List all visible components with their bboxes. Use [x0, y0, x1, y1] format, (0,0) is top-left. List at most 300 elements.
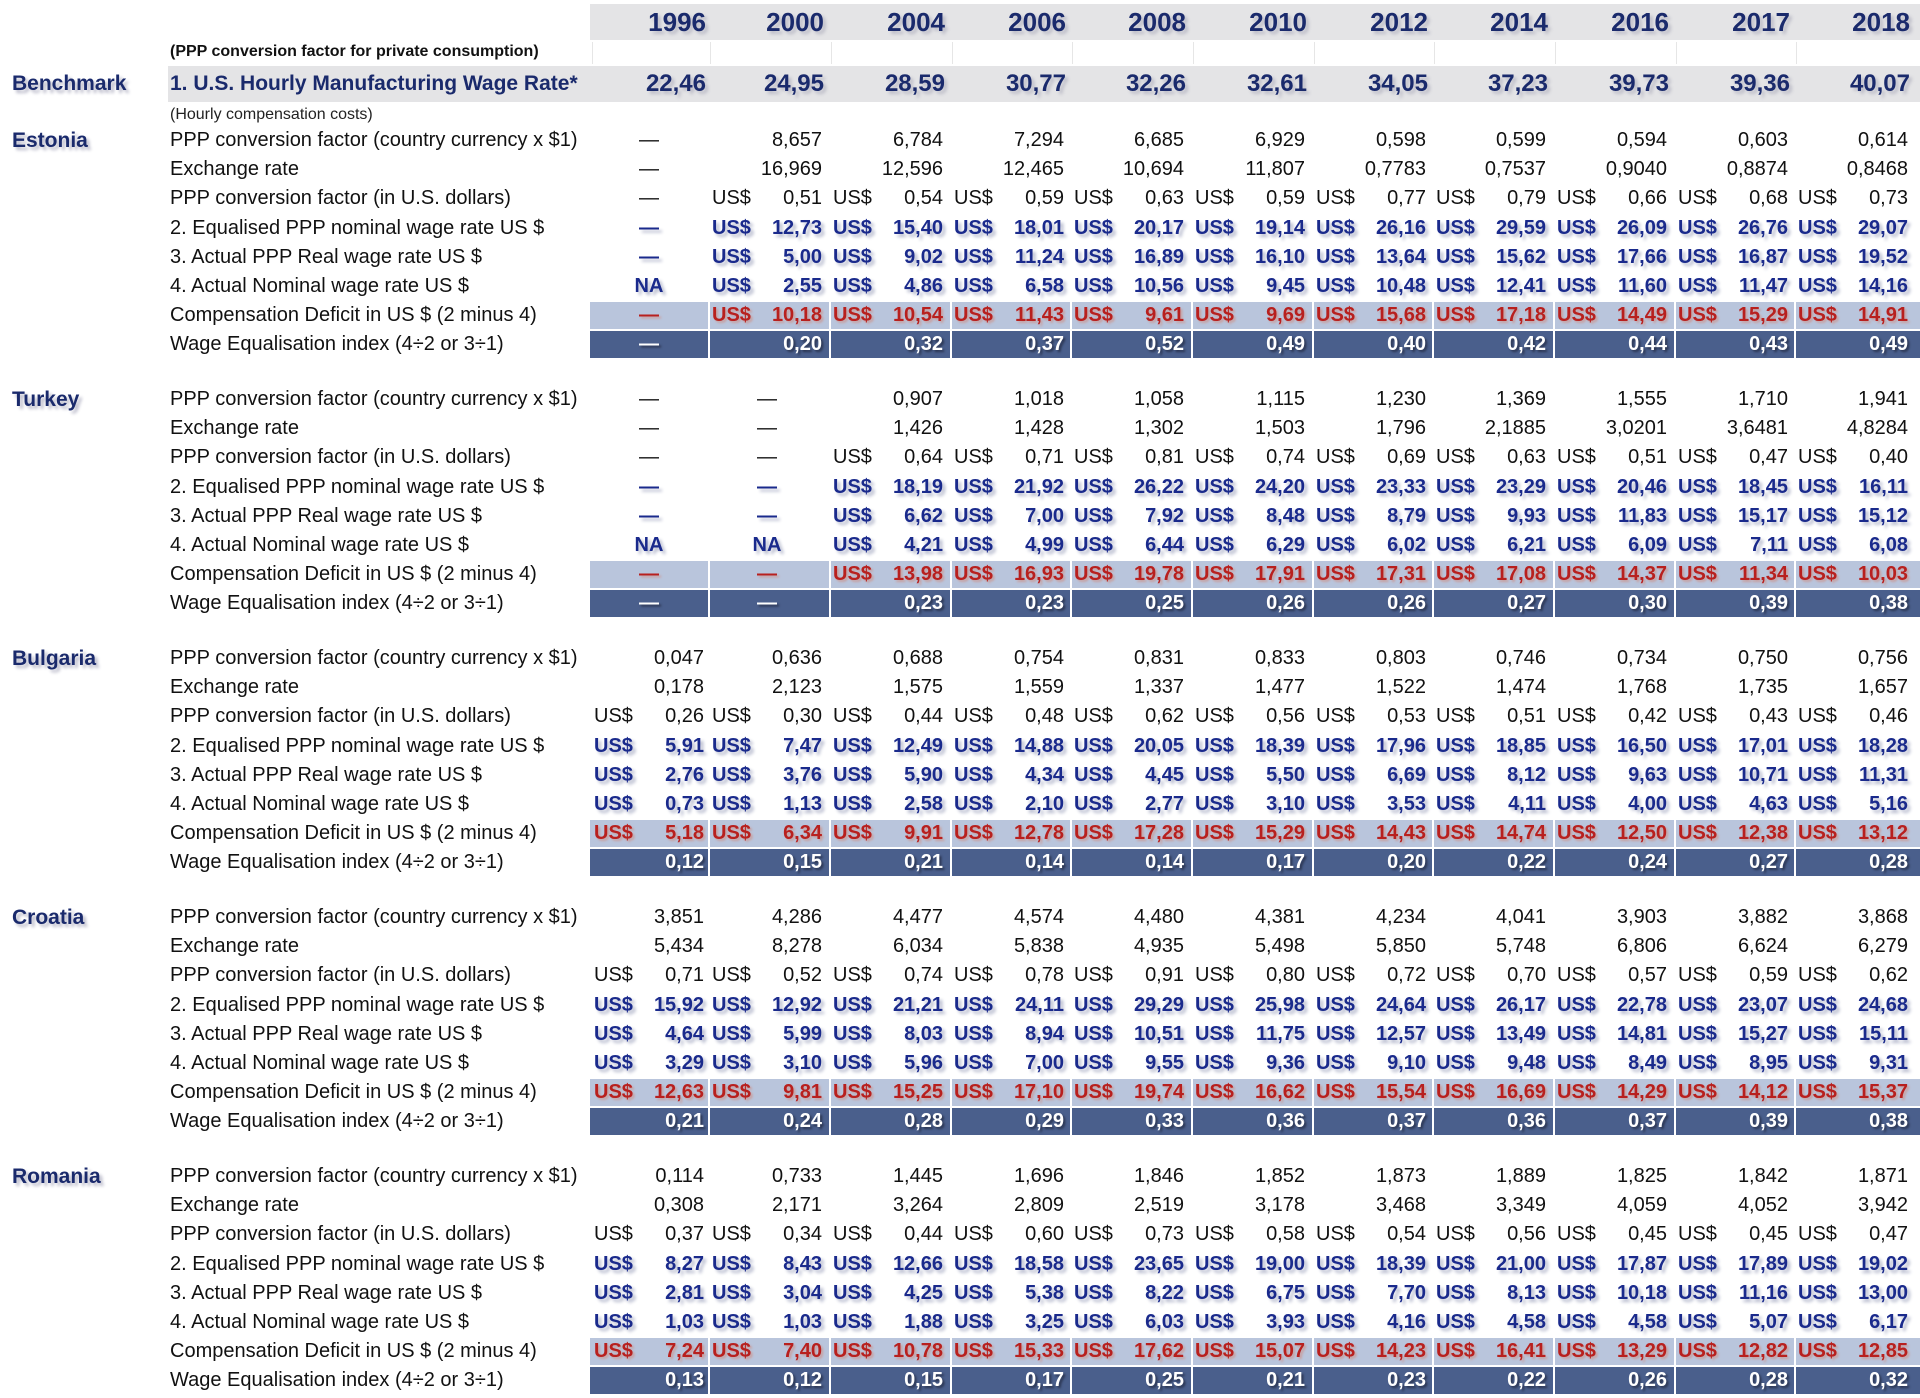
band-separator: [1794, 820, 1796, 847]
band-separator: [1070, 1108, 1072, 1135]
currency-label: US$: [594, 734, 633, 757]
data-cell: 15,37: [1857, 1081, 1908, 1104]
data-cell: 17,87: [1616, 1252, 1667, 1275]
data-cell: 23,65: [1133, 1252, 1184, 1275]
currency-label: US$: [1678, 216, 1717, 239]
data-cell: 0,74: [904, 964, 943, 987]
data-cell: 1,555: [1616, 388, 1667, 410]
data-cell: 9,36: [1266, 1052, 1305, 1074]
data-cell: 26,76: [1737, 216, 1788, 239]
data-cell: 5,748: [1495, 935, 1546, 958]
data-cell: 6,62: [904, 504, 943, 527]
data-cell: 0,78: [1025, 964, 1064, 987]
currency-label: US$: [1798, 1252, 1837, 1275]
band-separator: [1674, 1338, 1676, 1365]
data-cell: 11,24: [1015, 245, 1064, 268]
band-separator: [1312, 1108, 1314, 1135]
currency-label: US$: [1678, 1340, 1717, 1363]
currency-label: US$: [833, 1281, 872, 1304]
data-cell: 10,18: [1616, 1281, 1667, 1304]
currency-label: US$: [1316, 793, 1355, 815]
data-cell: 0,37: [665, 1223, 704, 1246]
currency-label: US$: [1074, 304, 1113, 327]
row-label: PPP conversion factor (in U.S. dollars): [170, 1223, 511, 1246]
band-separator: [1312, 1079, 1314, 1106]
currency-label: US$: [1436, 793, 1475, 815]
data-cell: 1,522: [1375, 676, 1426, 699]
currency-label: US$: [954, 216, 993, 239]
benchmark-value: 40,07: [1849, 70, 1910, 97]
data-cell: 8,278: [771, 935, 822, 958]
country-name: Romania: [12, 1165, 101, 1188]
band-separator: [1312, 1338, 1314, 1365]
currency-label: US$: [594, 1252, 633, 1275]
band-separator: [708, 1367, 710, 1394]
currency-label: US$: [1316, 1223, 1355, 1246]
currency-label: US$: [594, 1223, 633, 1246]
header-spacer-cell: [1072, 42, 1188, 64]
band-separator: [1553, 820, 1555, 847]
currency-label: US$: [1436, 822, 1475, 845]
currency-label: US$: [1557, 822, 1596, 845]
band-separator: [1312, 849, 1314, 876]
currency-label: US$: [1557, 187, 1596, 210]
data-cell: 6,75: [1266, 1281, 1305, 1304]
data-cell: 10,56: [1133, 275, 1184, 297]
data-cell: 12,82: [1737, 1340, 1788, 1363]
currency-label: US$: [1316, 1311, 1355, 1333]
band-separator: [1794, 1108, 1796, 1135]
band-separator: [1432, 1108, 1434, 1135]
currency-label: US$: [1557, 504, 1596, 527]
data-cell: 0,62: [1145, 705, 1184, 728]
data-cell: 0,20: [783, 333, 822, 356]
band-separator: [1794, 1338, 1796, 1365]
currency-label: US$: [1678, 475, 1717, 498]
currency-label: US$: [1798, 1311, 1837, 1333]
data-cell: 6,08: [1869, 534, 1908, 556]
year-header: 2008: [1128, 7, 1186, 37]
data-cell: 7,92: [1145, 504, 1184, 527]
data-cell: 24,64: [1375, 993, 1426, 1016]
data-cell: 0,12: [665, 851, 704, 874]
currency-label: US$: [1074, 245, 1113, 268]
data-cell: 0,27: [1749, 851, 1788, 874]
data-cell: 10,51: [1133, 1022, 1184, 1045]
data-cell: —: [757, 504, 777, 527]
data-cell: 5,838: [1013, 935, 1064, 958]
data-cell: 9,81: [783, 1081, 822, 1104]
band-separator: [1674, 1108, 1676, 1135]
data-cell: 5,434: [653, 935, 704, 958]
data-cell: 0,68: [1749, 187, 1788, 210]
data-cell: 4,63: [1749, 793, 1788, 815]
row-label: 3. Actual PPP Real wage rate US $: [170, 763, 483, 786]
data-cell: 6,806: [1616, 935, 1667, 958]
data-cell: 15,12: [1857, 504, 1908, 527]
data-cell: 0,36: [1266, 1110, 1305, 1133]
data-cell: 4,16: [1387, 1311, 1426, 1333]
currency-label: US$: [1195, 504, 1234, 527]
currency-label: US$: [1436, 1052, 1475, 1074]
year-header: 1996: [648, 7, 706, 37]
currency-label: US$: [1316, 1252, 1355, 1275]
band-separator: [708, 561, 710, 588]
currency-label: US$: [1195, 475, 1234, 498]
band-separator: [1794, 561, 1796, 588]
data-cell: 0,15: [783, 851, 822, 874]
band-separator: [1432, 1079, 1434, 1106]
benchmark-value: 39,36: [1729, 70, 1790, 97]
data-cell: 18,58: [1013, 1252, 1064, 1275]
currency-label: US$: [1316, 964, 1355, 987]
row-label: Exchange rate: [170, 676, 299, 699]
currency-label: US$: [1678, 187, 1717, 210]
currency-label: US$: [1678, 534, 1717, 556]
data-cell: 29,59: [1495, 216, 1546, 239]
data-cell: 15,29: [1254, 822, 1305, 845]
currency-label: US$: [1316, 822, 1355, 845]
data-cell: 3,178: [1254, 1194, 1305, 1217]
band-separator: [1070, 302, 1072, 329]
currency-label: US$: [1678, 1022, 1717, 1045]
data-cell: 2,171: [771, 1194, 822, 1217]
band-separator: [1553, 1079, 1555, 1106]
band-separator: [1070, 561, 1072, 588]
currency-label: US$: [1195, 763, 1234, 786]
currency-label: US$: [954, 304, 993, 327]
data-cell: 25,98: [1254, 993, 1305, 1016]
currency-label: US$: [1074, 705, 1113, 728]
band-separator: [1191, 561, 1193, 588]
currency-label: US$: [1436, 734, 1475, 757]
data-cell: —: [757, 592, 777, 615]
band-separator: [1070, 1079, 1072, 1106]
currency-label: US$: [1798, 793, 1837, 815]
data-cell: 0,25: [1145, 1369, 1184, 1392]
row-label: 4. Actual Nominal wage rate US $: [170, 275, 470, 297]
data-cell: 5,850: [1375, 935, 1426, 958]
data-cell: 6,279: [1857, 935, 1908, 958]
data-cell: 2,1885: [1484, 417, 1546, 440]
data-cell: 17,96: [1375, 734, 1426, 757]
currency-label: US$: [1557, 1281, 1596, 1304]
row-label: PPP conversion factor (in U.S. dollars): [170, 187, 511, 210]
currency-label: US$: [1798, 245, 1837, 268]
band-separator: [1674, 820, 1676, 847]
data-cell: 4,25: [904, 1281, 943, 1304]
data-cell: 4,381: [1254, 906, 1305, 928]
currency-label: US$: [1436, 964, 1475, 987]
data-cell: 6,58: [1025, 275, 1064, 297]
currency-label: US$: [1074, 1052, 1113, 1074]
data-cell: 0,20: [1387, 851, 1426, 874]
band-separator: [1070, 820, 1072, 847]
data-cell: 4,86: [904, 275, 943, 297]
row-label: 3. Actual PPP Real wage rate US $: [170, 1281, 483, 1304]
currency-label: US$: [1678, 446, 1717, 469]
currency-label: US$: [1557, 1340, 1596, 1363]
data-cell: 0,26: [665, 705, 704, 728]
data-cell: 5,18: [665, 822, 704, 845]
data-cell: 10,48: [1375, 275, 1426, 297]
data-cell: 9,93: [1507, 504, 1546, 527]
data-cell: NA: [634, 534, 664, 556]
band-separator: [1794, 331, 1796, 358]
data-cell: 0,42: [1507, 333, 1546, 356]
currency-label: US$: [1798, 275, 1837, 297]
row-label: 2. Equalised PPP nominal wage rate US $: [170, 475, 545, 498]
currency-label: US$: [1557, 1081, 1596, 1104]
benchmark-value: 32,26: [1125, 70, 1186, 97]
data-cell: 6,03: [1145, 1311, 1184, 1333]
currency-label: US$: [1798, 534, 1837, 556]
currency-label: US$: [1798, 734, 1837, 757]
currency-label: US$: [1798, 446, 1837, 469]
data-cell: 23,07: [1737, 993, 1788, 1016]
year-header: 2012: [1370, 7, 1428, 37]
data-cell: —: [639, 417, 659, 440]
band-separator: [1674, 849, 1676, 876]
data-cell: 0,34: [783, 1223, 822, 1246]
data-cell: 0,21: [904, 851, 943, 874]
band-separator: [1312, 302, 1314, 329]
data-cell: 16,62: [1254, 1081, 1305, 1104]
data-cell: 3,349: [1495, 1194, 1546, 1217]
currency-label: US$: [1195, 1223, 1234, 1246]
band-separator: [1191, 302, 1193, 329]
currency-label: US$: [594, 793, 633, 815]
data-cell: 17,18: [1495, 304, 1546, 327]
currency-label: US$: [1195, 304, 1234, 327]
benchmark-value: 22,46: [645, 70, 706, 97]
row-label: 2. Equalised PPP nominal wage rate US $: [170, 993, 545, 1016]
year-header: 2018: [1852, 7, 1910, 37]
data-cell: 3,25: [1025, 1311, 1064, 1333]
data-cell: 7,00: [1025, 1052, 1064, 1074]
data-cell: 6,09: [1628, 534, 1667, 556]
subtitle: (PPP conversion factor for private consumption): [170, 43, 539, 60]
currency-label: US$: [833, 245, 872, 268]
data-cell: 16,87: [1737, 245, 1788, 268]
data-cell: 0,14: [1025, 851, 1064, 874]
data-cell: 0,30: [783, 705, 822, 728]
data-cell: 0,15: [904, 1369, 943, 1392]
data-cell: 12,85: [1857, 1340, 1908, 1363]
data-cell: 1,018: [1013, 388, 1064, 410]
currency-label: US$: [1074, 1281, 1113, 1304]
data-cell: 12,41: [1495, 275, 1546, 297]
data-cell: 11,16: [1739, 1281, 1788, 1304]
data-cell: 20,46: [1616, 475, 1667, 498]
data-cell: 17,08: [1495, 563, 1546, 586]
data-cell: 14,23: [1375, 1340, 1426, 1363]
currency-label: US$: [833, 1022, 872, 1045]
data-cell: 12,57: [1375, 1022, 1426, 1045]
data-cell: 9,48: [1507, 1052, 1546, 1074]
currency-label: US$: [1678, 734, 1717, 757]
currency-label: US$: [954, 504, 993, 527]
row-label: Compensation Deficit in US $ (2 minus 4): [170, 1081, 537, 1104]
data-cell: 14,16: [1857, 275, 1908, 297]
data-cell: 4,286: [771, 906, 822, 928]
currency-label: US$: [833, 446, 872, 469]
data-cell: 0,754: [1013, 647, 1064, 669]
data-cell: 0,81: [1145, 446, 1184, 469]
row-label: 4. Actual Nominal wage rate US $: [170, 793, 470, 815]
row-label: 4. Actual Nominal wage rate US $: [170, 534, 470, 556]
data-cell: 11,34: [1739, 563, 1788, 586]
currency-label: US$: [1557, 763, 1596, 786]
currency-label: US$: [1074, 763, 1113, 786]
currency-label: US$: [594, 993, 633, 1016]
currency-label: US$: [833, 475, 872, 498]
data-cell: 0,24: [1628, 851, 1667, 874]
band-separator: [1312, 590, 1314, 617]
country-name: Estonia: [12, 129, 88, 152]
currency-label: US$: [1798, 1022, 1837, 1045]
data-cell: 0,9040: [1605, 158, 1667, 181]
data-cell: 18,28: [1857, 734, 1908, 757]
data-cell: 0,23: [904, 592, 943, 615]
currency-label: US$: [1436, 993, 1475, 1016]
data-cell: 2,77: [1145, 793, 1184, 815]
data-cell: 6,624: [1737, 935, 1788, 958]
data-cell: 0,636: [771, 647, 822, 669]
data-cell: 4,234: [1375, 906, 1426, 928]
currency-label: US$: [1557, 1052, 1596, 1074]
data-cell: 11,47: [1739, 275, 1788, 297]
data-cell: 1,337: [1133, 676, 1184, 699]
currency-label: US$: [954, 534, 993, 556]
data-cell: 1,735: [1737, 676, 1788, 699]
currency-label: US$: [1074, 534, 1113, 556]
band-separator: [1674, 331, 1676, 358]
data-cell: 0,51: [783, 187, 822, 210]
band-separator: [829, 561, 831, 588]
data-cell: 11,75: [1256, 1022, 1305, 1045]
data-cell: 0,62: [1869, 964, 1908, 987]
currency-label: US$: [712, 822, 751, 845]
currency-label: US$: [1436, 1340, 1475, 1363]
currency-label: US$: [833, 1223, 872, 1246]
band-separator: [829, 331, 831, 358]
band-separator: [1794, 590, 1796, 617]
currency-label: US$: [1074, 1340, 1113, 1363]
currency-label: US$: [1678, 793, 1717, 815]
data-cell: 3,93: [1266, 1311, 1305, 1333]
row-label: PPP conversion factor (country currency x $1): [170, 906, 578, 928]
band-separator: [1553, 1338, 1555, 1365]
currency-label: US$: [1436, 187, 1475, 210]
currency-label: US$: [833, 1081, 872, 1104]
currency-label: US$: [954, 734, 993, 757]
currency-label: US$: [833, 304, 872, 327]
data-cell: 14,91: [1857, 304, 1908, 327]
currency-label: US$: [1316, 705, 1355, 728]
data-cell: 8,12: [1507, 763, 1546, 786]
row-label: Exchange rate: [170, 1194, 299, 1217]
currency-label: US$: [1798, 993, 1837, 1016]
data-cell: 0,59: [1749, 964, 1788, 987]
data-cell: 12,63: [653, 1081, 704, 1104]
data-cell: 8,79: [1387, 504, 1426, 527]
data-cell: 17,31: [1375, 563, 1426, 586]
currency-label: US$: [1195, 187, 1234, 210]
currency-label: US$: [1316, 504, 1355, 527]
currency-label: US$: [1074, 446, 1113, 469]
data-cell: 0,13: [665, 1369, 704, 1392]
data-cell: 0,72: [1387, 964, 1426, 987]
currency-label: US$: [1798, 705, 1837, 728]
currency-label: US$: [833, 705, 872, 728]
currency-label: US$: [712, 964, 751, 987]
data-cell: 26,17: [1495, 993, 1546, 1016]
currency-label: US$: [1557, 964, 1596, 987]
data-cell: —: [639, 592, 659, 615]
data-cell: 3,868: [1857, 906, 1908, 928]
data-cell: 16,89: [1133, 245, 1184, 268]
data-cell: —: [639, 129, 659, 151]
data-cell: 10,694: [1122, 158, 1184, 181]
data-cell: 14,37: [1616, 563, 1667, 586]
data-cell: 0,26: [1266, 592, 1305, 615]
row-label: 2. Equalised PPP nominal wage rate US $: [170, 734, 545, 757]
band-separator: [829, 849, 831, 876]
currency-label: US$: [1316, 763, 1355, 786]
data-cell: 0,8468: [1846, 158, 1908, 181]
data-cell: —: [639, 504, 659, 527]
band-separator: [1553, 1367, 1555, 1394]
data-cell: 18,39: [1375, 1252, 1426, 1275]
currency-label: US$: [1195, 1081, 1234, 1104]
data-cell: 21,00: [1495, 1252, 1546, 1275]
currency-label: US$: [1074, 475, 1113, 498]
band-separator: [708, 820, 710, 847]
band-separator: [1191, 331, 1193, 358]
data-cell: 17,66: [1616, 245, 1667, 268]
currency-label: US$: [1557, 734, 1596, 757]
band-separator: [1432, 331, 1434, 358]
band-separator: [708, 590, 710, 617]
data-cell: 6,69: [1387, 763, 1426, 786]
data-cell: NA: [752, 534, 782, 556]
currency-label: US$: [1074, 1252, 1113, 1275]
benchmark-value: 34,05: [1367, 70, 1428, 97]
data-cell: 11,83: [1618, 504, 1667, 527]
data-cell: 0,38: [1869, 592, 1908, 615]
row-label: 3. Actual PPP Real wage rate US $: [170, 1022, 483, 1045]
data-cell: 0,24: [783, 1110, 822, 1133]
data-cell: 12,78: [1013, 822, 1064, 845]
data-cell: 12,465: [1002, 158, 1064, 181]
band-separator: [708, 331, 710, 358]
band-separator: [950, 1338, 952, 1365]
currency-label: US$: [594, 1081, 633, 1104]
currency-label: US$: [712, 1311, 751, 1333]
currency-label: US$: [1074, 216, 1113, 239]
currency-label: US$: [594, 763, 633, 786]
data-cell: 12,66: [892, 1252, 943, 1275]
currency-label: US$: [1195, 1281, 1234, 1304]
band-separator: [1432, 590, 1434, 617]
currency-label: US$: [1074, 793, 1113, 815]
currency-label: US$: [1798, 504, 1837, 527]
currency-label: US$: [1798, 1223, 1837, 1246]
currency-label: US$: [1316, 1052, 1355, 1074]
data-cell: 6,034: [892, 935, 943, 958]
currency-label: US$: [954, 245, 993, 268]
